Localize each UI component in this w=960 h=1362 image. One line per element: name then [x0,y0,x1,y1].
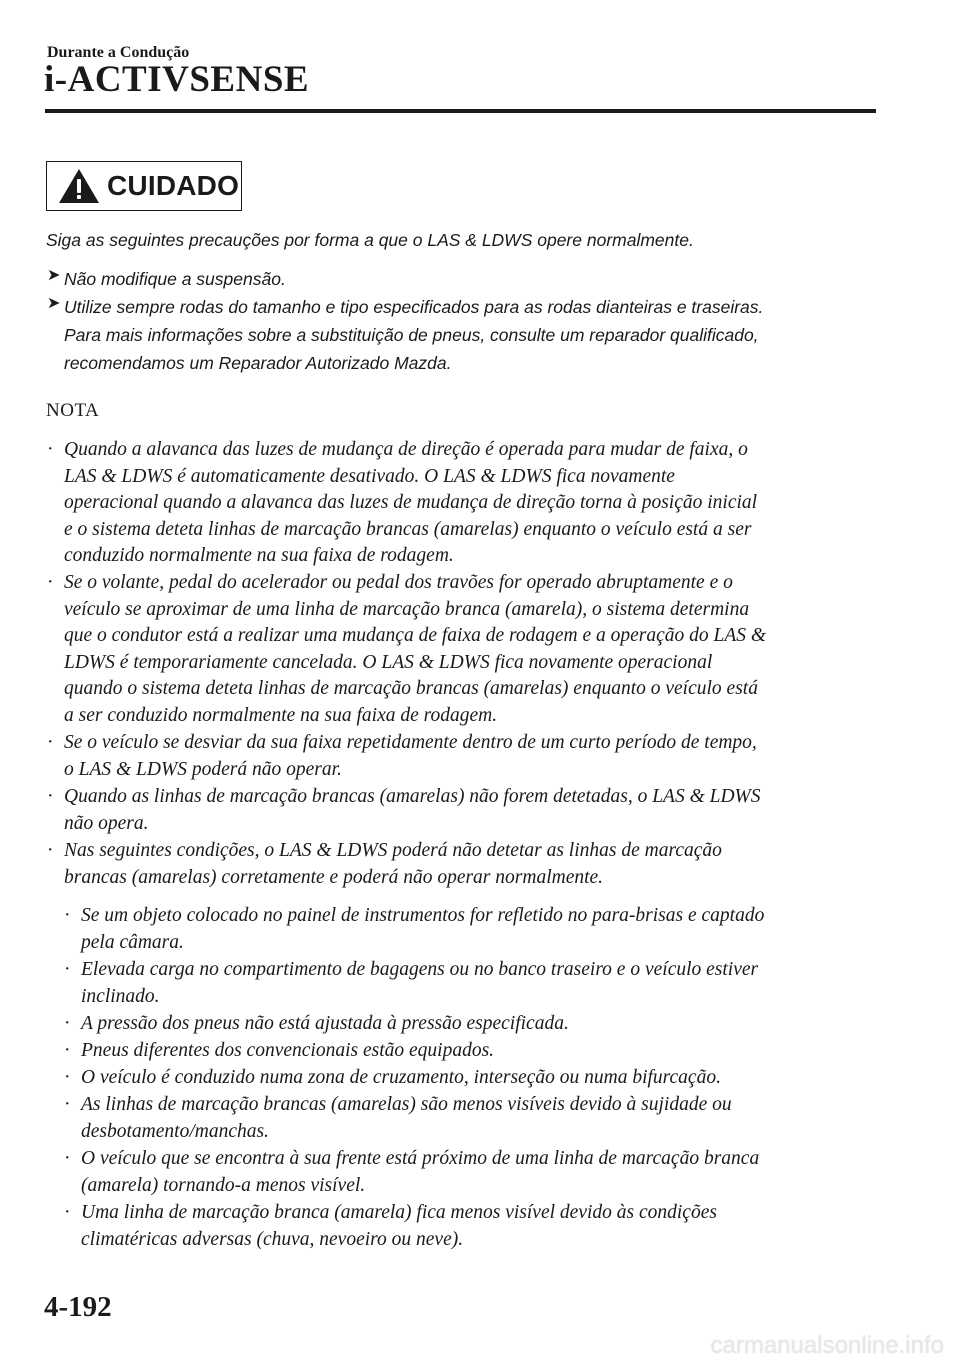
text-line: Se o veículo se desviar da sua faixa repetidamente dentro de um curto período de tempo, [64,732,757,753]
note-sub-bullet-text [81,957,758,1010]
note-bullet-text [64,838,722,891]
note-sub-bullet-text [81,903,764,956]
note-sub-bullet-text [81,1065,721,1092]
text-line: Se um objeto colocado no painel de instrumentos for refletido no para-brisas e captado [81,905,765,926]
note-bullet-text [64,784,761,837]
text-line: LAS & LDWS é automaticamente desativado. O LAS & LDWS fica novamente [64,465,675,487]
text-line: a ser conduzido normalmente na sua faixa de rodagem. [64,704,498,726]
text-line: Para mais informações sobre a substituição de pneus, consulte um reparador qualificado, [64,325,759,345]
text-line: climatéricas adversas (chuva, nevoeiro ou neve). [81,1228,464,1250]
note-label: NOTA [46,400,100,421]
text-line: desbotamento/manchas. [81,1120,269,1142]
text-line: que o condutor está a realizar uma mudança de faixa de rodagem e a operação do LAS & [64,625,767,647]
caution-label: CUIDADO [107,170,240,201]
bullet-dot-icon: · [64,1094,71,1115]
caution-box [46,161,242,211]
text-line: Nas seguintes condições, o LAS & LDWS poderá não detetar as linhas de marcação [64,840,722,861]
note-sub-bullet-text [81,1146,759,1199]
bullet-dot-icon: · [64,1202,71,1223]
text-line: pela câmara. [81,931,184,953]
note-sub-bullet-text [81,1011,569,1038]
text-line: conduzido normalmente na sua faixa de rodagem. [64,545,454,567]
text-line: veículo se aproximar de uma linha de marcação branca (amarela), o sistema determina [64,598,750,620]
warning-triangle-icon [57,167,101,205]
text-line: LDWS é temporariamente cancelada. O LAS & LDWS fica novamente operacional [64,651,713,673]
text-line: não opera. [64,812,149,834]
text-line: operacional quando a alavanca das luzes de mudança de direção torna à posição inicial [64,492,758,514]
chapter-title: i-ACTIVSENSE [44,59,310,100]
text-line: Quando a alavanca das luzes de mudança de direção é operada para mudar de faixa, o [64,439,748,460]
note-bullet-text [64,730,757,783]
bullet-dot-icon: · [47,786,54,807]
text-line: Utilize sempre rodas do tamanho e tipo especificados para as rodas dianteiras e traseiras. [64,297,764,317]
bullet-dot-icon: · [64,1040,71,1061]
text-line: inclinado. [81,985,160,1007]
note-bullet-text [64,437,757,570]
text-line: e o sistema deteta linhas de marcação brancas (amarelas) enquanto o veículo está a ser [64,518,752,540]
text-line: (amarela) tornando-a menos visível. [81,1174,366,1196]
note-sub-bullet-text [81,1092,732,1145]
section-title: Durante a Condução [47,44,190,61]
text-line: O veículo que se encontra à sua frente está próximo de uma linha de marcação branca [81,1148,760,1169]
bullet-dot-icon: · [64,1013,71,1034]
text-line: o LAS & LDWS poderá não operar. [64,758,342,780]
bullet-dot-icon: · [47,732,54,753]
text-line: brancas (amarelas) corretamente e poderá não operar normalmente. [64,866,604,888]
arrow-bullet-icon: ➤ [47,267,61,284]
text-line: Elevada carga no compartimento de bagagens ou no banco traseiro e o veículo estiver [81,959,759,980]
bullet-dot-icon: · [47,572,54,593]
caution-item-text: Não modifique a suspensão. [64,269,286,289]
text-line: Uma linha de marcação branca (amarela) fica menos visível devido às condições [81,1202,717,1223]
text-line: recomendamos um Reparador Autorizado Mazda. [64,353,452,373]
arrow-bullet-icon: ➤ [47,295,61,312]
text-line: A pressão dos pneus não está ajustada à pressão especificada. [81,1013,569,1034]
text-line: Pneus diferentes dos convencionais estão equipados. [81,1040,495,1061]
header-rule [45,109,876,113]
watermark: carmanualsonline.info [710,1332,944,1359]
caution-item-text [64,293,763,377]
bullet-dot-icon: · [47,840,54,861]
bullet-dot-icon: · [47,439,54,460]
text-line: O veículo é conduzido numa zona de cruzamento, interseção ou numa bifurcação. [81,1067,721,1088]
note-sub-bullet-text [81,1038,494,1065]
note-sub-bullet-text [81,1200,717,1253]
text-line: quando o sistema deteta linhas de marcação brancas (amarelas) enquanto o veículo está [64,678,758,700]
caution-intro: Siga as seguintes precauções por forma a que o LAS & LDWS opere normalmente. [46,230,694,250]
page-number: 4-192 [44,1291,112,1323]
bullet-dot-icon: · [64,1067,71,1088]
bullet-dot-icon: · [64,1148,71,1169]
note-bullet-text [64,570,766,730]
text-line: Quando as linhas de marcação brancas (amarelas) não forem detetadas, o LAS & LDWS [64,786,761,807]
text-line: As linhas de marcação brancas (amarelas) são menos visíveis devido à sujidade ou [81,1094,732,1115]
bullet-dot-icon: · [64,959,71,980]
bullet-dot-icon: · [64,905,71,926]
text-line: Se o volante, pedal do acelerador ou pedal dos travões for operado abruptamente e o [64,572,733,593]
